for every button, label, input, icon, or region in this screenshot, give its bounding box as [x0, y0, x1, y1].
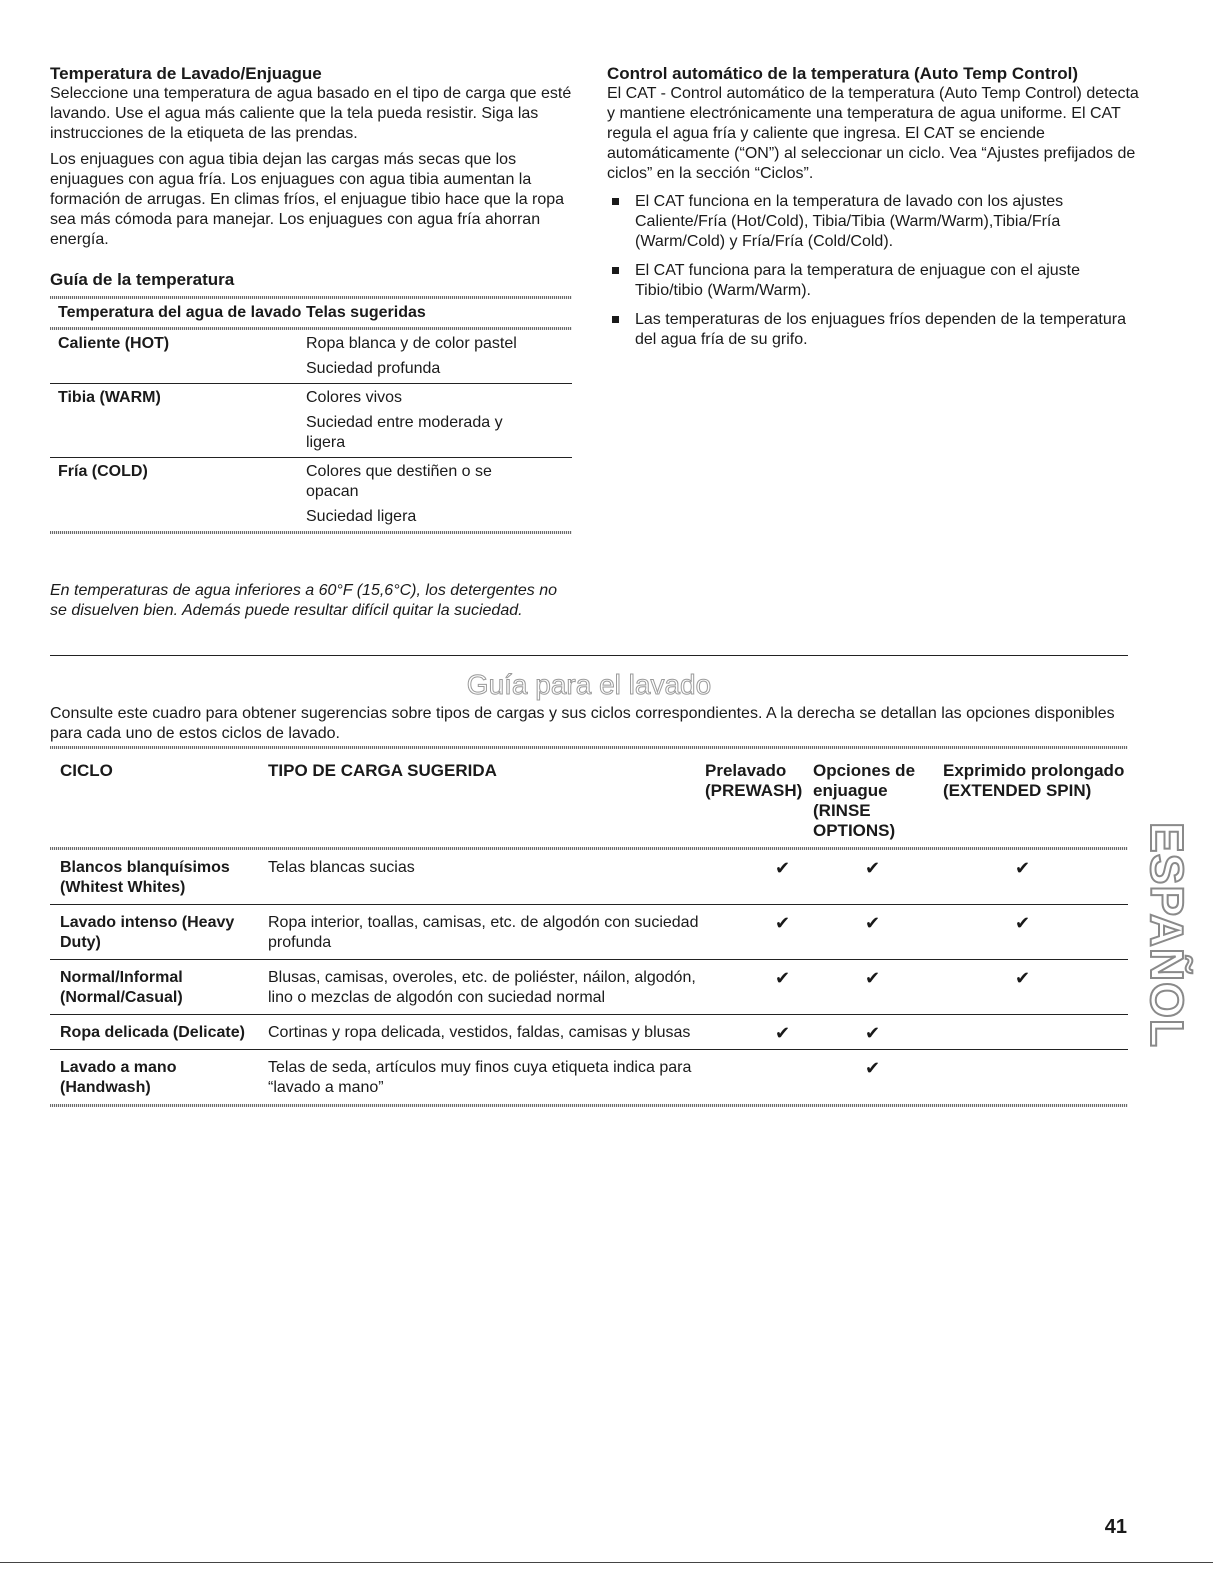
check-icon: ✔ — [775, 858, 791, 878]
fabric-cell: Suciedad ligera — [306, 508, 417, 525]
temperature-cell: Fría (COLD) — [58, 463, 148, 480]
page-number: 41 — [1104, 1516, 1127, 1538]
table-row — [50, 458, 572, 531]
footer-rule — [0, 1562, 1213, 1563]
cycle-cell: Lavado intenso (Heavy Duty) — [60, 914, 235, 951]
check-icon: ✔ — [1015, 968, 1031, 988]
check-icon: ✔ — [775, 913, 791, 933]
table-header-row — [50, 749, 1128, 847]
language-label: ESPAÑOL — [1141, 822, 1194, 1048]
temperature-note: En temperaturas de agua inferiores a 60°F (15,6°C), los detergentes no se disuelven bien. Además puede resultar difícil quitar la suciedad. — [50, 582, 558, 619]
load-cell: Telas blancas sucias — [268, 859, 415, 876]
temperature-cell: Caliente (HOT) — [58, 335, 170, 352]
table-row — [50, 905, 1128, 959]
section-divider — [50, 655, 1128, 656]
wash-guide-table — [50, 746, 1128, 1107]
cycle-cell: Ropa delicada (Delicate) — [60, 1024, 245, 1041]
table-row — [50, 960, 1128, 1014]
auto-temp-control-section — [607, 64, 1142, 350]
table-row — [50, 384, 572, 457]
check-icon: ✔ — [775, 1023, 791, 1043]
fabric-cell: Ropa blanca y de color pastel — [306, 335, 517, 352]
load-cell: Ropa interior, toallas, camisas, etc. de algodón con suciedad profunda — [268, 914, 699, 951]
check-icon: ✔ — [865, 1023, 881, 1043]
load-cell: Cortinas y ropa delicada, vestidos, faldas, camisas y blusas — [268, 1024, 691, 1041]
table-row — [50, 1050, 1128, 1104]
check-icon: ✔ — [1015, 913, 1031, 933]
check-icon: ✔ — [775, 968, 791, 988]
temperature-paragraph-1: Seleccione una temperatura de agua basado en el tipo de carga que esté lavando. Use el agua más caliente que la tela pueda resistir. Siga las instrucciones de la etiqueta de las prendas. — [50, 85, 572, 142]
table-bottom-border — [50, 531, 572, 534]
header-rinse-options: Opciones de enjuague (RINSE OPTIONS) — [813, 761, 916, 840]
fabric-cell: Colores vivos — [306, 389, 403, 406]
header-prewash: Prelavado (PREWASH) — [705, 761, 803, 800]
header-cycle: CICLO — [60, 761, 113, 780]
auto-temp-control-heading: Control automático de la temperatura (Auto Temp Control) — [607, 64, 1078, 83]
language-side-tab — [1142, 815, 1192, 1055]
table-row — [50, 850, 1128, 904]
cycle-cell: Lavado a mano (Handwash) — [60, 1059, 177, 1096]
table-row — [50, 330, 572, 383]
wash-rinse-temperature-heading: Temperatura de Lavado/Enjuague — [50, 64, 322, 83]
cycle-cell: Blancos blanquísimos (Whitest Whites) — [60, 859, 230, 896]
check-icon: ✔ — [865, 968, 881, 988]
list-item: El CAT funciona para la temperatura de enjuague con el ajuste Tibio/tibio (Warm/Warm). — [607, 261, 1142, 301]
list-item: El CAT funciona en la temperatura de lavado con los ajustes Caliente/Fría (Hot/Cold), Tibia/Tibia (Warm/Warm),Tibia/Fría (Warm/Cold) y Fría/Fría (Cold/Cold). — [607, 192, 1142, 252]
auto-temp-control-list — [607, 192, 1142, 350]
header-suggested-fabrics: Telas sugeridas — [306, 304, 426, 321]
fabric-cell: Suciedad profunda — [306, 360, 441, 377]
load-cell: Telas de seda, artículos muy finos cuya etiqueta indica para “lavado a mano” — [268, 1059, 692, 1096]
header-extended-spin: Exprimido prolongado (EXTENDED SPIN) — [943, 761, 1125, 800]
check-icon: ✔ — [1015, 858, 1031, 878]
list-item: Las temperaturas de los enjuagues fríos dependen de la temperatura del agua fría de su grifo. — [607, 310, 1142, 350]
header-load-type: TIPO DE CARGA SUGERIDA — [268, 761, 497, 780]
fabric-cell: Colores que destiñen o se opacan — [306, 463, 492, 500]
header-water-temperature: Temperatura del agua de lavado — [58, 304, 302, 321]
check-icon: ✔ — [865, 913, 881, 933]
fabric-cell: Suciedad entre moderada y ligera — [306, 414, 503, 451]
wash-guide-intro: Consulte este cuadro para obtener sugerencias sobre tipos de cargas y sus ciclos correspondientes. A la derecha se detallan las opciones disponibles para cada uno de estos ciclos de lavado. — [50, 705, 1115, 742]
auto-temp-control-paragraph: El CAT - Control automático de la temperatura (Auto Temp Control) detecta y mantiene electrónicamente una temperatura de agua uniforme. El CAT regula el agua fría y caliente que ingresa. El CAT se enciende automáticamente (“ON”) al seleccionar un ciclo. Vea “Ajustes prefijados de ciclos” en la sección “Ciclos”. — [607, 85, 1139, 182]
table-bottom-border — [50, 1104, 1128, 1107]
table-row — [50, 1015, 1128, 1049]
temperature-guide-table — [50, 296, 572, 534]
cycle-cell: Normal/Informal (Normal/Casual) — [60, 969, 183, 1006]
temperature-cell: Tibia (WARM) — [58, 389, 161, 406]
table-header-row — [50, 299, 572, 327]
wash-guide-title: Guía para el lavado — [466, 669, 712, 700]
temperature-guide-heading: Guía de la temperatura — [50, 270, 235, 289]
temperature-paragraph-2: Los enjuagues con agua tibia dejan las cargas más secas que los enjuagues con agua fría. Los enjuagues con agua tibia aumentan la formación de arrugas. En climas fríos, el enjuague tibio hace que la ropa sea más cómoda para manejar. Los enjuagues con agua fría ahorran energía. — [50, 151, 565, 248]
check-icon: ✔ — [865, 858, 881, 878]
wash-rinse-temperature-section — [50, 64, 572, 290]
load-cell: Blusas, camisas, overoles, etc. de poliéster, náilon, algodón, lino o mezclas de algodón con suciedad normal — [268, 969, 696, 1006]
check-icon: ✔ — [865, 1058, 881, 1078]
